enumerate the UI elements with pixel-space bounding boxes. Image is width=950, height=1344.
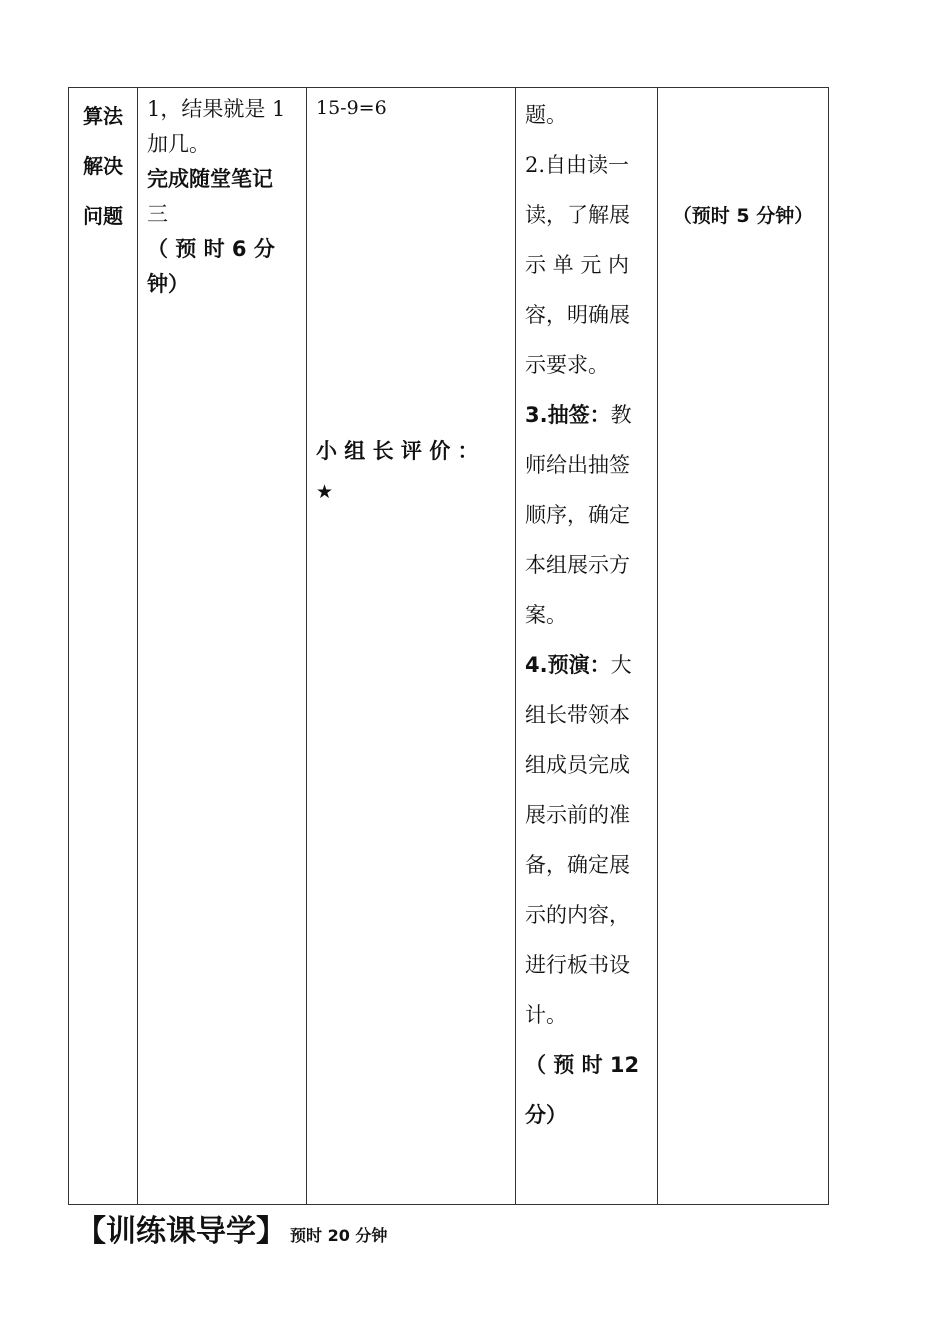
star-rating: ★: [316, 481, 334, 503]
table-row: [69, 88, 829, 1205]
text-line: 2.自由读一: [525, 153, 630, 177]
step-name-line: 解决: [83, 154, 123, 178]
text-line: 组长带领本: [525, 703, 630, 727]
time-note: （ 预 时 12: [525, 1053, 640, 1077]
step-text: 大: [610, 653, 632, 677]
text-line: 本组展示方: [525, 553, 630, 577]
section-time: 预时 20 分钟: [290, 1226, 388, 1245]
text-line: 题。: [525, 103, 567, 127]
text-line: 备，确定展: [525, 853, 630, 877]
step-name-line: 问题: [83, 204, 123, 228]
section-heading: [76, 1206, 387, 1250]
student-activity-cell: [307, 88, 516, 1205]
step-name-line: 算法: [83, 104, 123, 128]
text-line: 组成员完成: [525, 753, 630, 777]
step-text: 教: [610, 403, 632, 427]
time-note: 分）: [525, 1103, 567, 1127]
text-line: 师给出抽签: [525, 453, 630, 477]
equation: 15-9=6: [316, 97, 387, 119]
time-note: （ 预 时 6 分: [147, 237, 275, 261]
text-line: 案。: [525, 603, 567, 627]
text-line: 1，结果就是 1: [147, 97, 286, 121]
step-label: 3.抽签：: [525, 403, 611, 427]
teacher-activity-cell: [138, 88, 307, 1205]
group-leader-evaluation: 小 组 长 评 价 ：: [316, 439, 479, 463]
text-line: 展示前的准: [525, 803, 630, 827]
time-note: （预时 5 分钟）: [672, 205, 814, 227]
step-name-cell: [69, 88, 138, 1205]
text-line: 示要求。: [525, 353, 609, 377]
presentation-steps-cell: [516, 88, 658, 1205]
text-line: 示的内容，: [525, 903, 630, 927]
rehearsal-step: [525, 640, 651, 690]
section-title: 【训练课导学】: [76, 1214, 286, 1249]
text-line: 加几。: [147, 132, 210, 156]
notes-instruction: 完成随堂笔记: [147, 167, 273, 191]
text-line: 进行板书设: [525, 953, 630, 977]
text-line: 顺序，确定: [525, 503, 630, 527]
text-line: 三: [147, 202, 168, 226]
text-line: 读，了解展: [525, 203, 630, 227]
text-line: 计。: [525, 1003, 567, 1027]
time-note: 钟）: [147, 272, 189, 296]
step-label: 4.预演：: [525, 653, 611, 677]
lesson-table: [68, 87, 829, 1205]
draw-lots-step: [525, 390, 651, 440]
time-cell: [658, 88, 829, 1205]
text-line: 示 单 元 内: [525, 253, 630, 277]
text-line: 容，明确展: [525, 303, 630, 327]
